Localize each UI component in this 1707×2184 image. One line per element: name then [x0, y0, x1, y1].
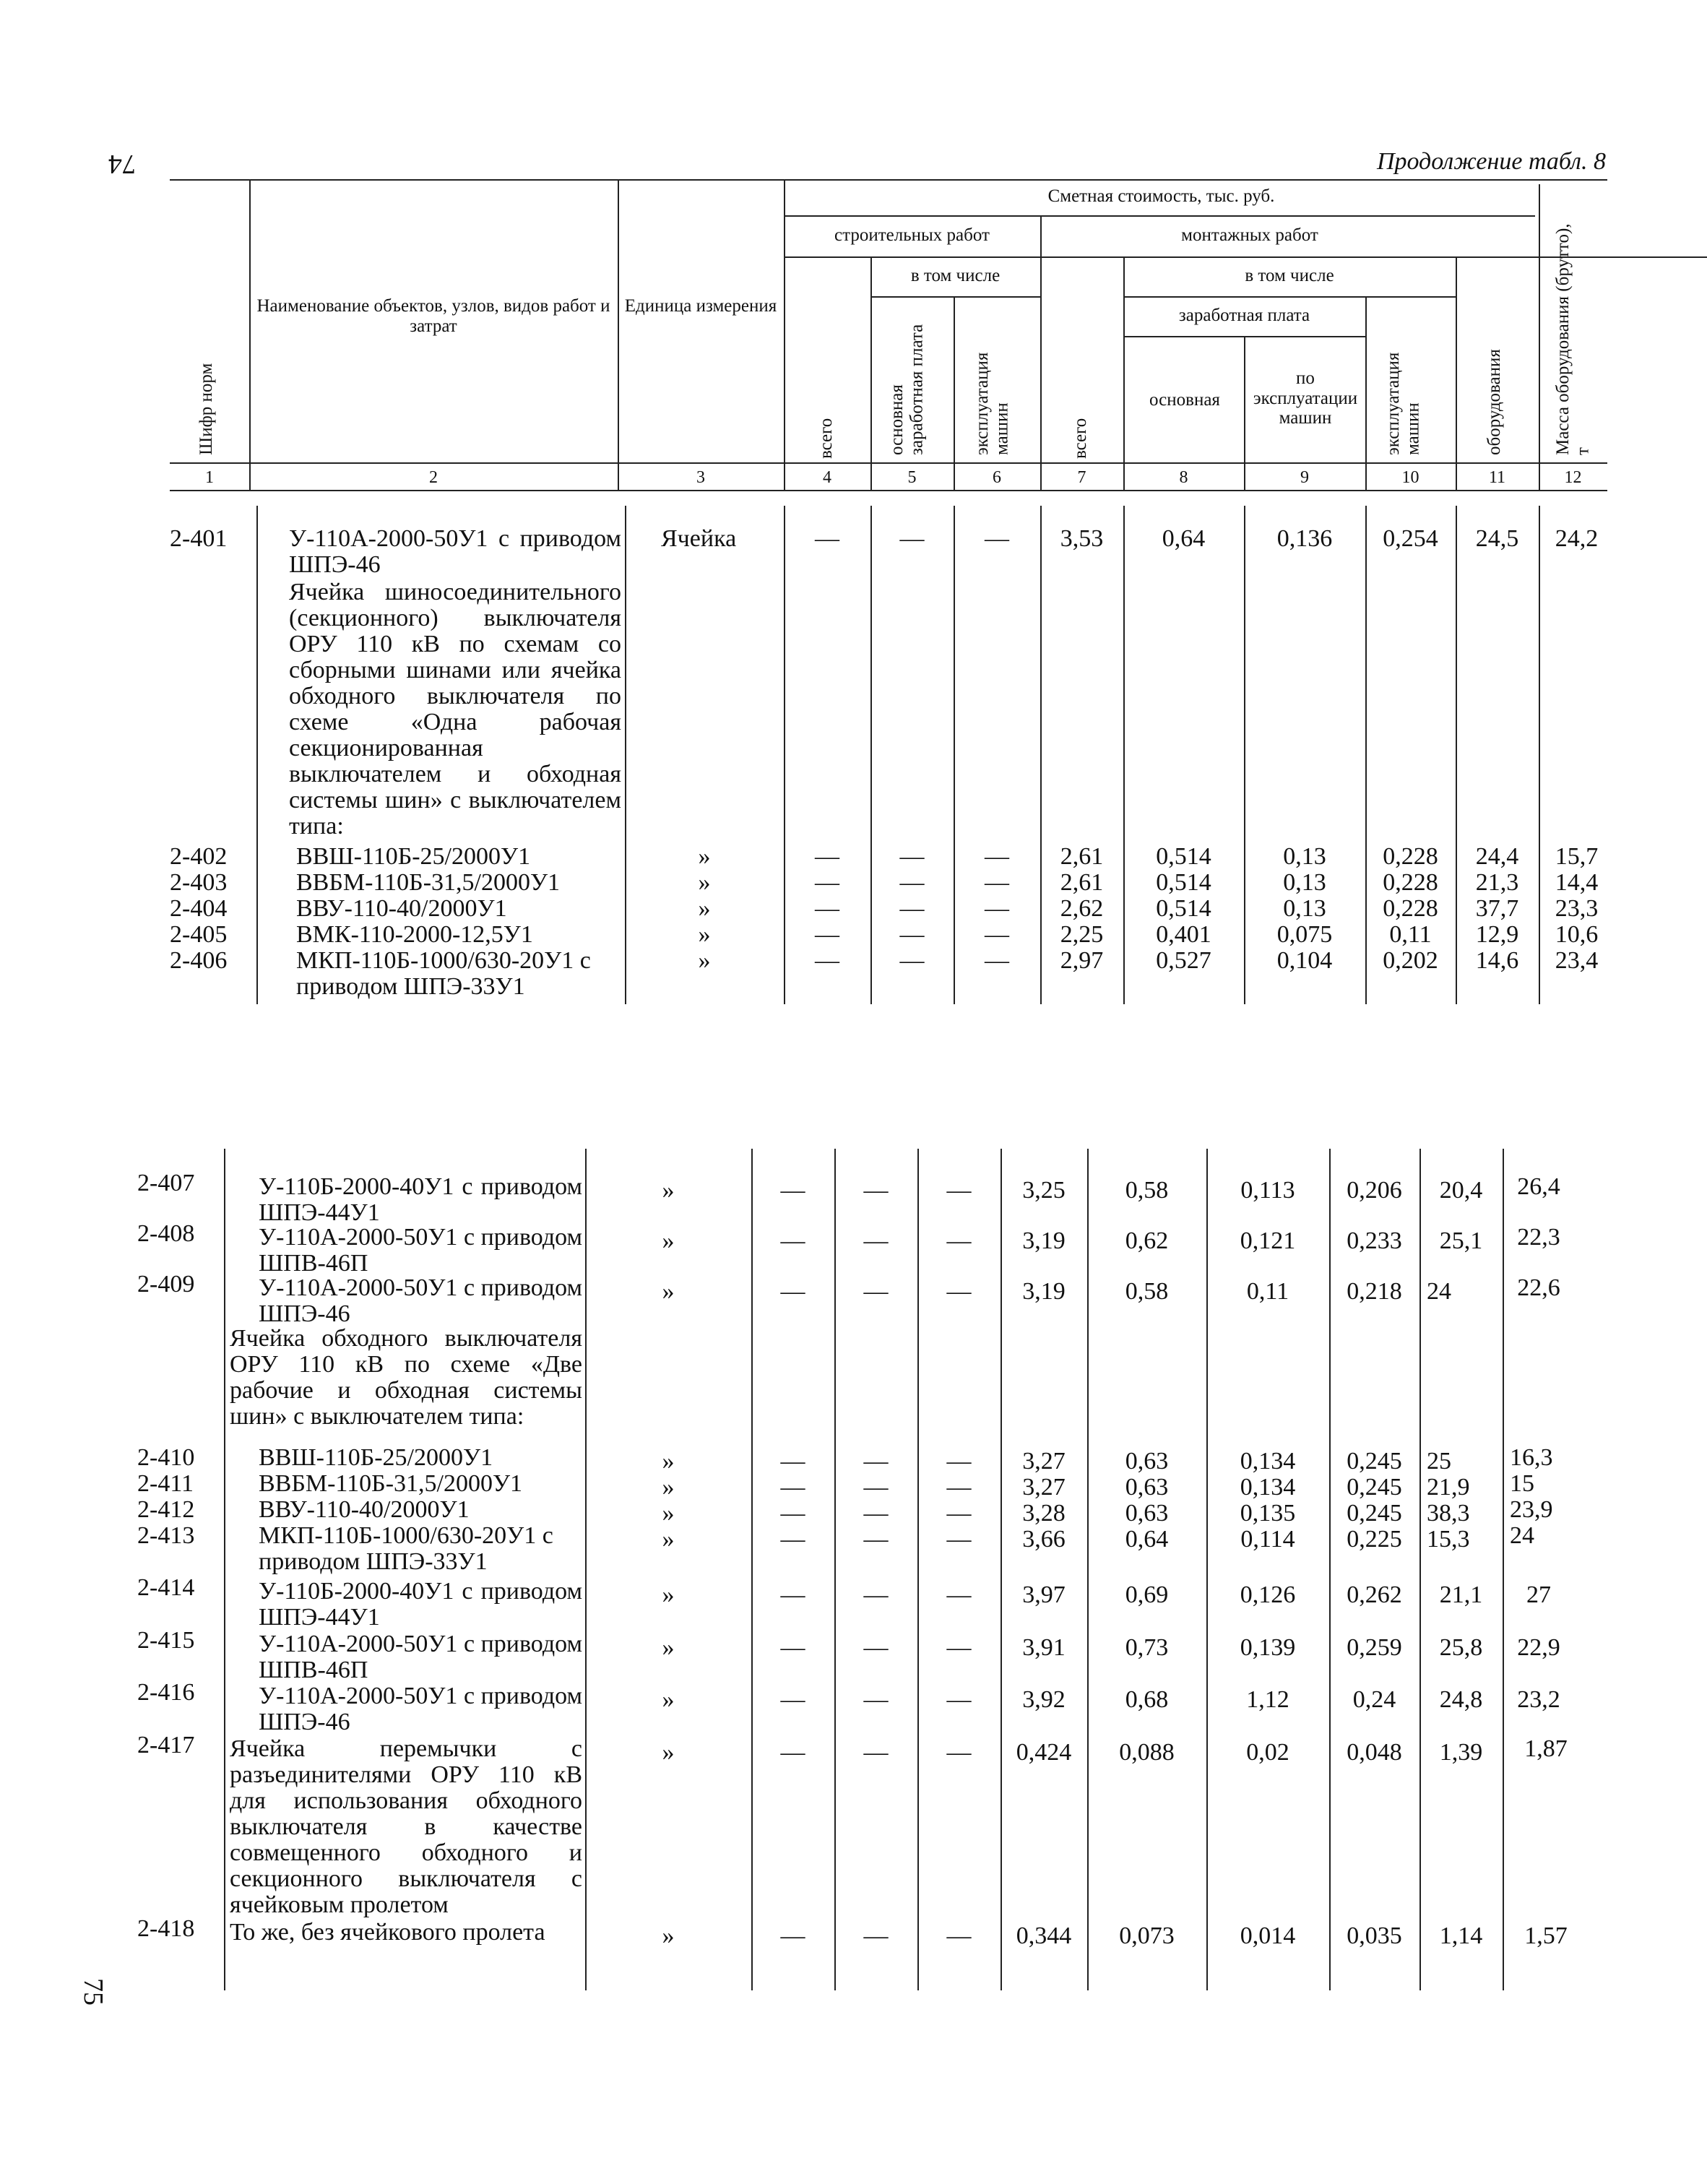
cell-c11: 24,8 — [1439, 1686, 1483, 1713]
cell-c8: 0,58 — [1125, 1177, 1169, 1204]
column-number: 3 — [696, 468, 705, 487]
cell-c12: 23,3 — [1555, 895, 1599, 922]
cell-c9: 0,139 — [1240, 1634, 1296, 1661]
column-number: 7 — [1077, 468, 1086, 487]
cell-c9: 0,113 — [1240, 1177, 1295, 1204]
cell-c11: 25 — [1427, 1448, 1451, 1475]
column-number: 10 — [1401, 468, 1419, 487]
cell-c4: — — [780, 1227, 805, 1254]
row-code: 2-408 — [137, 1220, 195, 1247]
row-code: 2-416 — [137, 1679, 195, 1706]
cell-c10: 0,228 — [1383, 843, 1438, 870]
row-unit: » — [662, 1526, 675, 1553]
cell-c9: 1,12 — [1246, 1686, 1289, 1713]
cell-c5: — — [863, 1634, 889, 1661]
cell-c9: 0,11 — [1246, 1278, 1289, 1305]
cell-c9: 0,134 — [1240, 1448, 1296, 1475]
cell-c7: 3,91 — [1022, 1634, 1066, 1661]
cell-c9: 0,13 — [1283, 895, 1326, 922]
cell-c7: 3,19 — [1022, 1227, 1066, 1254]
cell-c9: 0,075 — [1276, 921, 1333, 948]
cell-c12: 16,3 — [1510, 1444, 1553, 1471]
cell-c7: 3,28 — [1022, 1500, 1066, 1527]
cell-c9: 0,134 — [1240, 1474, 1296, 1501]
row-code: 2-409 — [137, 1271, 195, 1298]
cell-c10: 0,245 — [1347, 1500, 1402, 1527]
cell-c6: — — [946, 1739, 972, 1766]
column-number: 1 — [205, 468, 214, 487]
page-number-bottom: 75 — [78, 1978, 108, 2006]
cell-c8: 0,63 — [1125, 1448, 1169, 1475]
cell-c8: 0,401 — [1156, 921, 1211, 948]
cell-c7: 3,97 — [1022, 1581, 1066, 1608]
row-code: 2-405 — [170, 921, 228, 948]
column-number: 2 — [429, 468, 438, 487]
cell-c7: 2,25 — [1060, 921, 1104, 948]
cell-c8: 0,527 — [1156, 947, 1211, 974]
header-install: монтажных работ — [1181, 225, 1318, 245]
cell-c5: — — [863, 1581, 889, 1608]
row-unit: » — [662, 1227, 675, 1254]
row-unit: » — [698, 869, 711, 896]
cell-c8: 0,63 — [1125, 1500, 1169, 1527]
cell-c4: — — [815, 525, 839, 552]
row-name: У-110А-2000-50У1 с приводом ШПЭ-46 — [259, 1274, 582, 1327]
row-code: 2-402 — [170, 843, 228, 870]
cell-c9: 0,121 — [1240, 1227, 1296, 1254]
column-number: 6 — [993, 468, 1001, 487]
cell-c4: — — [815, 869, 839, 896]
cell-c7: 3,53 — [1060, 525, 1104, 552]
cell-c10: 0,245 — [1347, 1474, 1402, 1501]
cell-c5: — — [863, 1739, 889, 1766]
row-code: 2-404 — [170, 895, 228, 922]
section-text: Ячейка шиносоединительного (секционного) выключателя ОРУ 110 кВ по схемам со сборными шинами или ячейка обходного выключателя по схеме «Одна рабочая секционированная выключателем и обходная системы шин» с выключателем типа: — [289, 579, 621, 839]
cell-c10: 0,228 — [1383, 869, 1438, 896]
row-name: МКП-110Б-1000/630-20У1 с приводом ШПЭ-33У1 — [259, 1522, 553, 1575]
cell-c10: 0,206 — [1347, 1177, 1402, 1204]
header-machines-2: эксплуатация машин — [1383, 352, 1423, 455]
cell-c6: — — [946, 1448, 972, 1475]
cell-c6: — — [985, 921, 1009, 948]
cell-c4: — — [780, 1278, 805, 1305]
cell-c12: 22,3 — [1517, 1224, 1560, 1251]
cell-c10: 0,048 — [1347, 1739, 1402, 1766]
cell-c5: — — [863, 1227, 889, 1254]
column-number: 5 — [907, 468, 917, 487]
cell-c12: 23,4 — [1555, 947, 1599, 974]
cell-c11: 24 — [1427, 1278, 1451, 1305]
row-unit: Ячейка — [661, 525, 737, 552]
cell-c11: 24,4 — [1475, 843, 1519, 870]
cell-c8: 0,514 — [1156, 895, 1211, 922]
row-name: У-110А-2000-50У1 с приводом ШПВ-46П — [259, 1631, 582, 1683]
row-name: ВВБМ-110Б-31,5/2000У1 — [296, 869, 561, 896]
cell-c6: — — [946, 1526, 972, 1553]
cell-c8: 0,088 — [1119, 1739, 1175, 1766]
row-name: Ячейка перемычки с разъединителями ОРУ 110 кВ для использования обходного выключателя в качестве совмещенного обходного и секционного выключателя с ячейковым пролетом — [230, 1735, 582, 1918]
cell-c6: — — [946, 1922, 972, 1949]
cell-c11: 21,9 — [1427, 1474, 1470, 1501]
cell-c7: 3,92 — [1022, 1686, 1066, 1713]
column-number: 11 — [1488, 468, 1506, 487]
cell-c4: — — [780, 1177, 805, 1204]
cell-c12: 1,57 — [1524, 1922, 1568, 1949]
cell-c9: 0,135 — [1240, 1500, 1296, 1527]
row-code: 2-403 — [170, 869, 228, 896]
cell-c10: 0,245 — [1347, 1448, 1402, 1475]
cell-c4: — — [815, 921, 839, 948]
cell-c9: 0,13 — [1283, 869, 1326, 896]
cell-c9: 0,126 — [1240, 1581, 1296, 1608]
row-code: 2-413 — [137, 1522, 195, 1549]
row-name: ВВШ-110Б-25/2000У1 — [259, 1444, 493, 1471]
cell-c12: 10,6 — [1555, 921, 1599, 948]
cell-c12: 24 — [1510, 1522, 1534, 1549]
cell-c9: 0,104 — [1276, 947, 1333, 974]
row-unit: » — [662, 1581, 675, 1608]
cell-c5: — — [863, 1922, 889, 1949]
row-unit: » — [662, 1634, 675, 1661]
row-unit: » — [662, 1278, 675, 1305]
cell-c10: 0,24 — [1352, 1686, 1396, 1713]
cell-c4: — — [815, 947, 839, 974]
cell-c11: 15,3 — [1427, 1526, 1470, 1553]
cell-c7: 0,344 — [1016, 1922, 1072, 1949]
cell-c11: 1,14 — [1439, 1922, 1483, 1949]
row-unit: » — [662, 1922, 675, 1949]
cell-c8: 0,64 — [1125, 1526, 1169, 1553]
cell-c10: 0,259 — [1347, 1634, 1402, 1661]
cell-c8: 0,63 — [1125, 1474, 1169, 1501]
cell-c5: — — [899, 947, 925, 974]
cell-c4: — — [780, 1474, 805, 1501]
cell-c6: — — [946, 1500, 972, 1527]
row-code: 2-417 — [137, 1732, 195, 1758]
row-name: МКП-110Б-1000/630-20У1 с приводом ШПЭ-33У1 — [296, 947, 591, 1000]
header-wage: заработная плата — [1178, 306, 1310, 325]
row-unit: » — [698, 947, 711, 974]
cell-c5: — — [863, 1686, 889, 1713]
row-unit: » — [698, 895, 711, 922]
cell-c8: 0,073 — [1119, 1922, 1175, 1949]
cell-c11: 21,1 — [1439, 1581, 1483, 1608]
cell-c9: 0,13 — [1283, 843, 1326, 870]
row-name: У-110А-2000-50У1 с приводом ШПВ-46П — [259, 1224, 582, 1277]
cell-c9: 0,114 — [1240, 1526, 1295, 1553]
cell-c7: 2,62 — [1060, 895, 1104, 922]
cell-c11: 24,5 — [1475, 525, 1519, 552]
cell-c4: — — [780, 1526, 805, 1553]
cell-c11: 37,7 — [1475, 895, 1519, 922]
header-cost: Сметная стоимость, тыс. руб. — [1047, 186, 1275, 206]
cell-c8: 0,514 — [1156, 869, 1211, 896]
cell-c5: — — [899, 895, 925, 922]
row-code: 2-410 — [137, 1444, 195, 1471]
row-name: ВМК-110-2000-12,5У1 — [296, 921, 533, 948]
cell-c9: 0,014 — [1240, 1922, 1296, 1949]
cell-c12: 23,9 — [1510, 1496, 1553, 1523]
cell-c6: — — [946, 1581, 972, 1608]
header-name: Наименование объектов, узлов, видов работ и затрат — [256, 296, 610, 336]
cell-c11: 25,1 — [1439, 1227, 1483, 1254]
cell-c5: — — [863, 1278, 889, 1305]
cell-c10: 0,233 — [1347, 1227, 1402, 1254]
cell-c7: 3,66 — [1022, 1526, 1066, 1553]
cell-c10: 0,202 — [1383, 947, 1438, 974]
cell-c4: — — [780, 1500, 805, 1527]
row-name: ВВУ-110-40/2000У1 — [296, 895, 507, 922]
row-code: 2-407 — [137, 1170, 195, 1196]
cell-c7: 2,97 — [1060, 947, 1104, 974]
row-unit: » — [662, 1500, 675, 1527]
header-total: всего — [816, 418, 836, 459]
table-caption: Продолжение табл. 8 — [1376, 148, 1606, 175]
header-equipment: оборудования — [1485, 349, 1504, 455]
cell-c4: — — [780, 1581, 805, 1608]
cell-c6: — — [985, 895, 1009, 922]
cell-c4: — — [815, 843, 839, 870]
cell-c11: 25,8 — [1439, 1634, 1483, 1661]
row-code: 2-414 — [137, 1574, 195, 1601]
cell-c11: 14,6 — [1475, 947, 1519, 974]
header-mass: Масса оборудования (брутто), т — [1553, 223, 1593, 455]
cell-c5: — — [863, 1177, 889, 1204]
cell-c6: — — [946, 1474, 972, 1501]
cell-c8: 0,64 — [1162, 525, 1206, 552]
cell-c8: 0,514 — [1156, 843, 1211, 870]
header-code: Шифр норм — [196, 363, 216, 455]
column-number: 4 — [823, 468, 831, 487]
cell-c8: 0,68 — [1125, 1686, 1169, 1713]
cell-c4: — — [780, 1448, 805, 1475]
page-number-top: 74 — [108, 149, 136, 179]
cell-c10: 0,218 — [1347, 1278, 1402, 1305]
row-code: 2-412 — [137, 1496, 195, 1523]
cell-c10: 0,254 — [1383, 525, 1438, 552]
header-total-2: всего — [1071, 418, 1090, 459]
cell-c7: 3,27 — [1022, 1448, 1066, 1475]
cell-c4: — — [780, 1739, 805, 1766]
cell-c5: — — [863, 1448, 889, 1475]
header-including: в том числе — [910, 266, 1001, 285]
header-machines: эксплуатация машин — [972, 352, 1012, 455]
column-number: 12 — [1564, 468, 1582, 487]
cell-c11: 38,3 — [1427, 1500, 1470, 1527]
row-unit: » — [698, 843, 711, 870]
cell-c11: 12,9 — [1475, 921, 1519, 948]
cell-c10: 0,225 — [1347, 1526, 1402, 1553]
row-unit: » — [662, 1177, 675, 1204]
row-unit: » — [662, 1448, 675, 1475]
cell-c10: 0,11 — [1389, 921, 1432, 948]
row-code: 2-401 — [170, 525, 228, 552]
cell-c8: 0,58 — [1125, 1278, 1169, 1305]
header-base: основная — [1149, 390, 1220, 410]
row-code: 2-418 — [137, 1915, 195, 1942]
cell-c5: — — [899, 843, 925, 870]
cell-c11: 20,4 — [1439, 1177, 1483, 1204]
header-machine-wage: по эксплуатации машин — [1253, 368, 1358, 428]
cell-c12: 26,4 — [1517, 1173, 1560, 1200]
cell-c8: 0,73 — [1125, 1634, 1169, 1661]
cell-c6: — — [985, 947, 1009, 974]
row-name: ВВШ-110Б-25/2000У1 — [296, 843, 531, 870]
row-name: У-110А-2000-50У1 с приводом ШПЭ-46 — [289, 525, 621, 578]
cell-c7: 0,424 — [1016, 1739, 1072, 1766]
column-number: 8 — [1179, 468, 1188, 487]
cell-c12: 15,7 — [1555, 843, 1599, 870]
cell-c11: 21,3 — [1475, 869, 1519, 896]
cell-c4: — — [815, 895, 839, 922]
column-number: 9 — [1300, 468, 1309, 487]
cell-c12: 22,6 — [1517, 1274, 1560, 1301]
cell-c12: 15 — [1510, 1470, 1534, 1497]
cell-c10: 0,262 — [1347, 1581, 1402, 1608]
cell-c6: — — [946, 1634, 972, 1661]
cell-c5: — — [899, 525, 925, 552]
cell-c5: — — [863, 1474, 889, 1501]
cell-c8: 0,69 — [1125, 1581, 1169, 1608]
row-name: У-110Б-2000-40У1 с приводом ШПЭ-44У1 — [259, 1578, 582, 1631]
cell-c11: 1,39 — [1439, 1739, 1483, 1766]
cell-c8: 0,62 — [1125, 1227, 1169, 1254]
row-code: 2-415 — [137, 1627, 195, 1654]
header-construction: строительных работ — [834, 225, 990, 245]
cell-c12: 1,87 — [1524, 1735, 1568, 1762]
row-unit: » — [698, 921, 711, 948]
cell-c6: — — [985, 869, 1009, 896]
row-unit: » — [662, 1686, 675, 1713]
row-code: 2-406 — [170, 947, 228, 974]
cell-c6: — — [946, 1278, 972, 1305]
header-including-2: в том числе — [1245, 266, 1334, 285]
cell-c7: 3,25 — [1022, 1177, 1066, 1204]
cell-c5: — — [899, 869, 925, 896]
cell-c10: 0,035 — [1347, 1922, 1402, 1949]
cell-c7: 3,27 — [1022, 1474, 1066, 1501]
cell-c12: 23,2 — [1517, 1686, 1560, 1713]
header-unit: Единица измерения — [624, 296, 777, 316]
header-base-wage: основная заработная плата — [887, 324, 927, 455]
cell-c9: 0,02 — [1246, 1739, 1289, 1766]
cell-c5: — — [899, 921, 925, 948]
cell-c12: 22,9 — [1517, 1634, 1560, 1661]
cell-c6: — — [946, 1177, 972, 1204]
cell-c5: — — [863, 1500, 889, 1527]
cell-c10: 0,228 — [1383, 895, 1438, 922]
row-name: У-110А-2000-50У1 с приводом ШПЭ-46 — [259, 1683, 582, 1735]
row-unit: » — [662, 1474, 675, 1501]
cell-c6: — — [946, 1686, 972, 1713]
row-name: ВВБМ-110Б-31,5/2000У1 — [259, 1470, 523, 1497]
cell-c6: — — [946, 1227, 972, 1254]
cell-c5: — — [863, 1526, 889, 1553]
row-name: То же, без ячейкового пролета — [230, 1919, 545, 1946]
cell-c12: 14,4 — [1555, 869, 1599, 896]
row-unit: » — [662, 1739, 675, 1766]
cell-c7: 2,61 — [1060, 843, 1104, 870]
cell-c7: 3,19 — [1022, 1278, 1066, 1305]
cell-c12: 24,2 — [1555, 525, 1599, 552]
cell-c4: — — [780, 1922, 805, 1949]
section-text: Ячейка обходного выключателя ОРУ 110 кВ по схеме «Две рабочие и обходная системы шин» с выключателем типа: — [230, 1325, 582, 1430]
cell-c6: — — [985, 525, 1009, 552]
row-code: 2-411 — [137, 1470, 194, 1497]
cell-c6: — — [985, 843, 1009, 870]
cell-c4: — — [780, 1634, 805, 1661]
cell-c7: 2,61 — [1060, 869, 1104, 896]
row-name: ВВУ-110-40/2000У1 — [259, 1496, 470, 1523]
cell-c4: — — [780, 1686, 805, 1713]
row-name: У-110Б-2000-40У1 с приводом ШПЭ-44У1 — [259, 1173, 582, 1226]
cell-c9: 0,136 — [1276, 525, 1333, 552]
cell-c12: 27 — [1526, 1581, 1551, 1608]
